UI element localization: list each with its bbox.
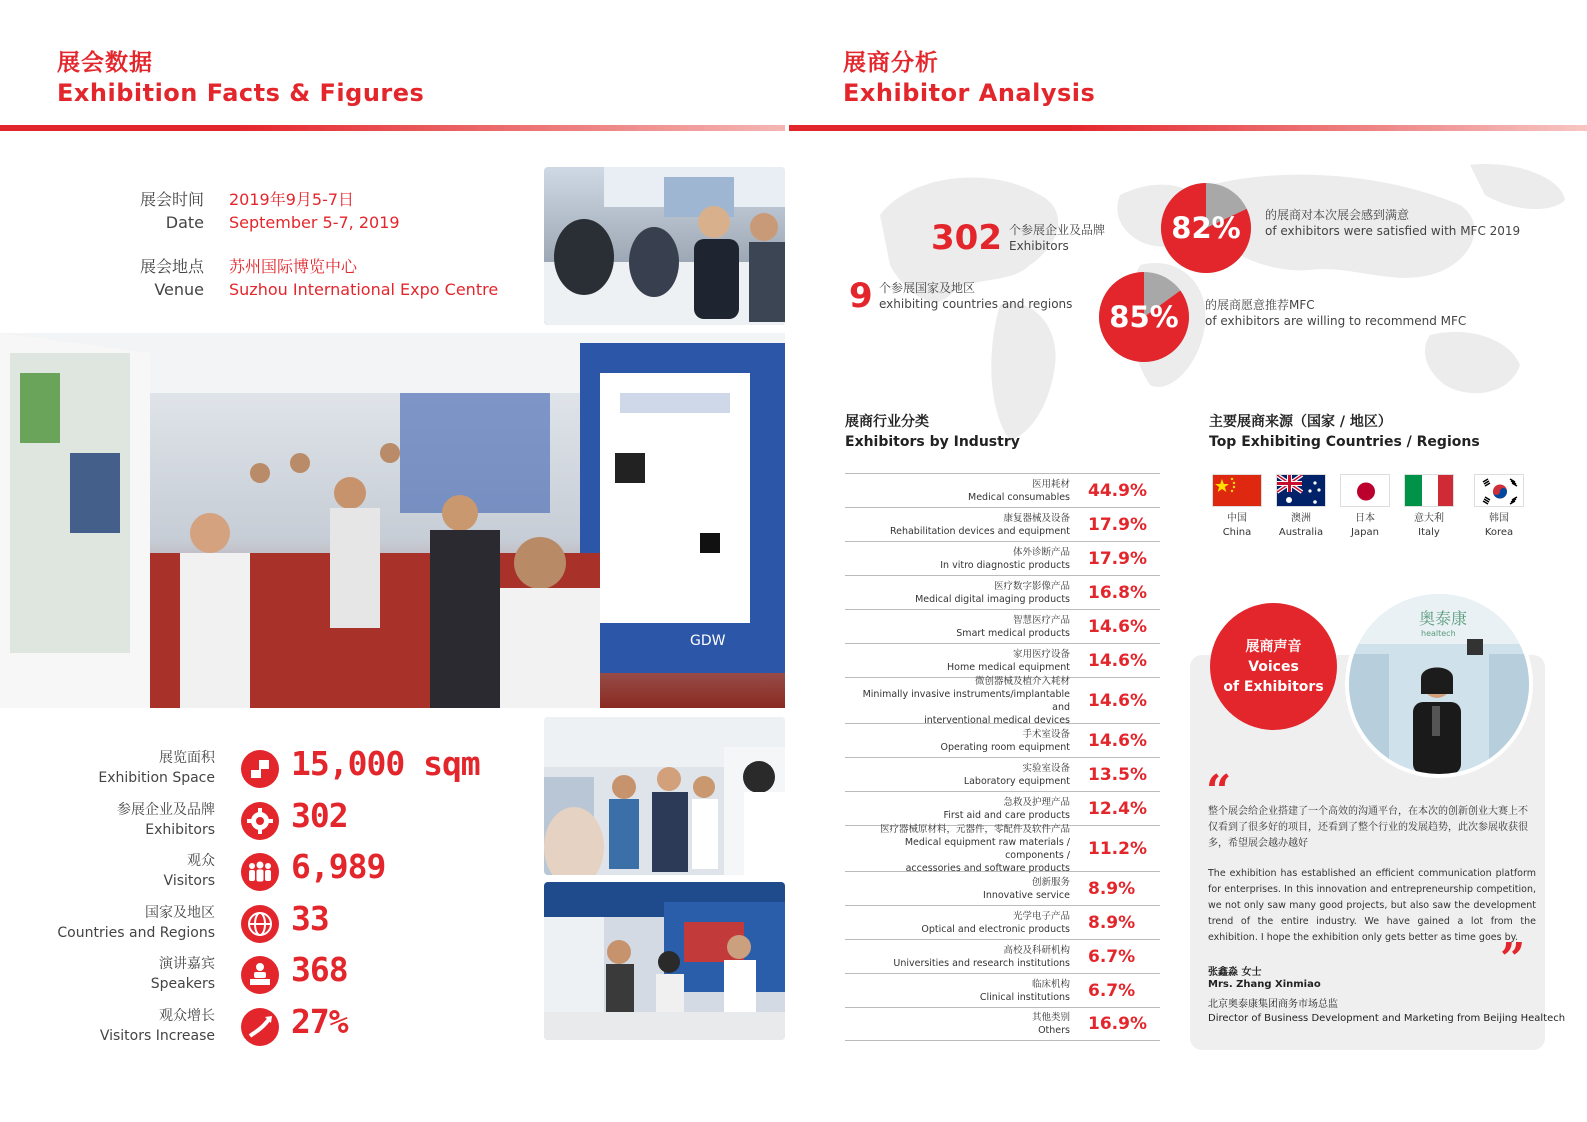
industry-label — [845, 1011, 1088, 1037]
recommend-en: of exhibitors are willing to recommend MFC — [1205, 314, 1467, 328]
stat-value: 302 — [291, 796, 348, 835]
voices-badge — [1210, 603, 1337, 730]
industry-label-cn: 微创器械及植介入耗材 — [974, 675, 1070, 687]
photo-booth-discussion — [544, 717, 785, 875]
country-label — [1271, 512, 1331, 540]
industry-row — [845, 791, 1160, 825]
stat-label-cn: 观众 — [187, 853, 215, 869]
stat-value: 33 — [291, 899, 329, 938]
industry-label — [845, 478, 1088, 504]
industry-label — [845, 512, 1088, 538]
industry-label-en: Optical and electronic products — [921, 923, 1070, 935]
industry-row — [845, 473, 1160, 507]
industry-label-en: Laboratory equipment — [963, 775, 1070, 787]
industry-label-cn: 体外诊断产品 — [1012, 546, 1070, 558]
exhibitors-cn: 个参展企业及品牌 — [1009, 223, 1106, 237]
stat-label-cn: 国家及地区 — [145, 905, 215, 921]
country-label-cn: 澳洲 — [1291, 513, 1311, 524]
industry-label-cn: 医疗器械原材料，元器件，零配件及软件产品 — [879, 823, 1070, 835]
exhibitors-en: Exhibitors — [1009, 239, 1069, 253]
industry-value: 14.6% — [1088, 730, 1147, 751]
industry-row — [845, 757, 1160, 791]
korea-flag-icon — [1474, 474, 1524, 507]
industry-label-en: Medical equipment raw materials / components / — [904, 836, 1070, 861]
stat-label — [117, 800, 215, 840]
italy-flag-icon — [1404, 474, 1454, 507]
country-label-cn: 韩国 — [1489, 513, 1509, 524]
industry-label — [845, 796, 1088, 822]
countries-en: exhibiting countries and regions — [879, 297, 1073, 311]
industry-label-en: Operating room equipment — [940, 741, 1070, 753]
industry-label-cn: 其他类别 — [1031, 1012, 1070, 1023]
industry-label-en: Universities and research institutions — [893, 957, 1070, 969]
industry-value: 44.9% — [1088, 480, 1147, 501]
industry-value: 13.5% — [1088, 764, 1147, 785]
countries-title-cn: 主要展商来源（国家 / 地区） — [1209, 414, 1392, 430]
booth-sign-en: healtech — [1421, 629, 1456, 638]
voice-org-cn: 北京奥泰康集团商务市场总监 — [1208, 999, 1338, 1010]
booth-sign-text: GDW — [690, 633, 726, 649]
industry-row — [845, 871, 1160, 905]
voice-name-cn: 张鑫淼 女士 — [1208, 967, 1262, 978]
industry-row — [845, 939, 1160, 973]
industry-value: 17.9% — [1088, 514, 1147, 535]
industry-value: 6.7% — [1088, 980, 1136, 1001]
voice-quote-en: The exhibition has established an efficient communication platform for enterprises. In this innovation and entrepreneurship competition, we not only saw many good projects, but also saw the development trend of the entire industry. We have gained a lot from the exhibition. I hope the exhibition only gets better as time goes by. — [1208, 868, 1536, 943]
industry-value: 6.7% — [1088, 946, 1136, 967]
satisfied-pie — [1161, 183, 1251, 273]
stat-label-en: Speakers — [150, 976, 215, 992]
satisfied-cn: 的展商对本次展会感到满意 — [1265, 208, 1410, 222]
country-label — [1469, 512, 1529, 540]
industry-label — [845, 546, 1088, 572]
industry-label-en: Clinical institutions — [979, 991, 1070, 1003]
industry-label-en: Medical digital imaging products — [915, 593, 1070, 605]
stat-label-en: Visitors — [163, 873, 215, 889]
industry-label — [845, 648, 1088, 674]
venue-label — [94, 255, 204, 301]
satisfied-pct: 82% — [1171, 211, 1241, 245]
industry-label — [845, 823, 1088, 875]
photo-visitors-at-desk — [544, 167, 785, 325]
date-label — [94, 188, 204, 234]
industry-table — [845, 473, 1160, 1041]
industry-label-cn: 医疗数字影像产品 — [993, 580, 1070, 592]
recommend-pie — [1099, 272, 1189, 362]
voice-quote-cn: 整个展会给企业搭建了一个高效的沟通平台，在本次的创新创业大赛上不仅看到了很多好的项目，还看到了整个行业的发展趋势，此次参展收获很多，希望展会越办越好 — [1208, 806, 1528, 849]
speaker-icon — [241, 956, 279, 994]
industry-label — [845, 910, 1088, 936]
people-icon — [241, 853, 279, 891]
close-quote-icon: ” — [1500, 934, 1526, 985]
industry-label-cn: 光学电子产品 — [1012, 910, 1070, 922]
photo-exhibition-hall — [0, 333, 785, 708]
industry-value: 16.8% — [1088, 582, 1147, 603]
industry-label — [845, 675, 1088, 727]
industry-label-en: Rehabilitation devices and equipment — [889, 525, 1070, 537]
industry-label-cn: 临床机构 — [1031, 978, 1070, 990]
industry-label-cn: 实验室设备 — [1022, 762, 1070, 774]
booth-sign-cn: 奥泰康 — [1419, 609, 1468, 628]
stat-value: 368 — [291, 950, 348, 989]
stat-value: 15,000 sqm — [291, 744, 480, 783]
globe-icon — [241, 905, 279, 943]
stat-label-cn: 展览面积 — [159, 750, 215, 766]
industry-label-cn: 创新服务 — [1031, 876, 1070, 888]
stat-label-en: Visitors Increase — [99, 1028, 215, 1044]
country-label-en: Japan — [1351, 527, 1379, 538]
venue-cn: 苏州国际博览中心 — [229, 257, 358, 276]
country-label — [1207, 512, 1267, 540]
country-label-en: Korea — [1484, 527, 1514, 538]
industry-row — [845, 973, 1160, 1007]
stat-value: 27% — [291, 1002, 348, 1041]
stat-label-cn: 演讲嘉宾 — [159, 956, 215, 972]
industry-label — [845, 728, 1088, 754]
industry-row — [845, 507, 1160, 541]
country-label — [1399, 512, 1459, 540]
industry-row — [845, 675, 1160, 726]
voices-title-en-2: of Exhibitors — [1223, 678, 1324, 695]
industry-row — [845, 723, 1160, 757]
industry-label-en: Innovative service — [983, 889, 1070, 901]
industry-title-cn: 展商行业分类 — [845, 414, 929, 430]
exhibitor-portrait — [1345, 590, 1533, 778]
industry-label — [845, 876, 1088, 902]
voice-name-en: Mrs. Zhang Xinmiao — [1208, 979, 1321, 990]
left-title-en: Exhibition Facts & Figures — [57, 79, 425, 107]
venue-en: Suzhou International Expo Centre — [229, 280, 499, 299]
industry-label-en-2: accessories and software products — [905, 862, 1070, 874]
industry-value: 12.4% — [1088, 798, 1147, 819]
industry-value: 14.6% — [1088, 650, 1147, 671]
floorplan-icon — [241, 750, 279, 788]
voices-title-en-1: Voices — [1248, 658, 1299, 675]
exhibitors-count: 302 — [931, 218, 1002, 258]
industry-value: 8.9% — [1088, 912, 1136, 933]
industry-row — [845, 643, 1160, 677]
industry-label-cn: 智慧医疗产品 — [1012, 614, 1070, 626]
venue-label-en: Venue — [154, 280, 204, 299]
left-header-bar — [0, 125, 785, 131]
gear-icon — [241, 802, 279, 840]
date-cn: 2019年9月5-7日 — [229, 190, 355, 209]
growth-icon — [241, 1008, 279, 1046]
countries-cn: 个参展国家及地区 — [879, 281, 976, 295]
industry-label-cn: 手术室设备 — [1022, 728, 1070, 740]
right-header-bar — [789, 125, 1587, 131]
industry-row — [845, 823, 1160, 874]
venue-label-cn: 展会地点 — [139, 257, 204, 276]
venue-value — [229, 255, 498, 301]
industry-label — [845, 580, 1088, 606]
industry-label-cn: 医用耗材 — [1031, 478, 1070, 490]
industry-row — [845, 609, 1160, 643]
recommend-cn: 的展商愿意推荐MFC — [1205, 298, 1315, 312]
stat-label — [57, 903, 215, 943]
country-label-cn: 意大利 — [1414, 513, 1444, 524]
industry-label-en: Home medical equipment — [947, 661, 1070, 673]
stat-label — [164, 851, 215, 891]
industry-label-en: First aid and care products — [943, 809, 1070, 821]
industry-label — [845, 944, 1088, 970]
industry-label-en: Medical consumables — [968, 491, 1070, 503]
right-title-en: Exhibitor Analysis — [843, 79, 1096, 107]
industry-label-cn: 高校及科研机构 — [1003, 944, 1070, 956]
industry-value: 14.6% — [1088, 690, 1147, 711]
date-label-en: Date — [165, 213, 204, 232]
china-flag-icon — [1212, 474, 1262, 507]
right-title-cn: 展商分析 — [843, 50, 939, 76]
country-label-cn: 中国 — [1227, 513, 1247, 524]
recommend-pct: 85% — [1109, 300, 1179, 334]
industry-label-cn: 康复器械及设备 — [1003, 512, 1070, 524]
open-quote-icon: “ — [1206, 766, 1232, 817]
stat-label — [98, 748, 215, 788]
stat-label-cn: 参展企业及品牌 — [117, 802, 215, 818]
industry-row — [845, 1007, 1160, 1041]
industry-row — [845, 575, 1160, 609]
countries-count: 9 — [849, 276, 873, 316]
industry-label — [845, 978, 1088, 1004]
photo-vr-demo — [544, 882, 785, 1040]
industry-value: 17.9% — [1088, 548, 1147, 569]
industry-title-en: Exhibitors by Industry — [845, 434, 1020, 450]
country-label-en: Australia — [1278, 527, 1324, 538]
date-en: September 5-7, 2019 — [229, 213, 400, 232]
satisfied-en: of exhibitors were satisfied with MFC 2019 — [1265, 224, 1521, 238]
country-label-en: Italy — [1418, 527, 1440, 538]
stat-label-en: Exhibitors — [145, 822, 215, 838]
industry-value: 14.6% — [1088, 616, 1147, 637]
countries-title-en: Top Exhibiting Countries / Regions — [1209, 434, 1480, 450]
country-label — [1335, 512, 1395, 540]
industry-label-cn: 家用医疗设备 — [1012, 648, 1070, 660]
industry-label-en: In vitro diagnostic products — [940, 559, 1070, 571]
stat-label-en: Exhibition Space — [98, 770, 215, 786]
stat-label-en: Countries and Regions — [57, 925, 215, 941]
industry-label — [845, 762, 1088, 788]
stat-label — [100, 1006, 215, 1046]
australia-flag-icon — [1276, 474, 1326, 507]
date-label-cn: 展会时间 — [139, 190, 204, 209]
left-title-cn: 展会数据 — [57, 50, 153, 76]
industry-label — [845, 614, 1088, 640]
voice-org-en: Director of Business Development and Marketing from Beijing Healtech — [1208, 1013, 1566, 1024]
industry-label-en: Others — [1038, 1025, 1070, 1036]
industry-value: 8.9% — [1088, 878, 1136, 899]
industry-label-en: Minimally invasive instruments/implantable and — [862, 688, 1070, 713]
stat-label-cn: 观众增长 — [159, 1008, 215, 1024]
country-label-en: China — [1222, 527, 1252, 538]
industry-label-cn: 急救及护理产品 — [1003, 796, 1070, 808]
industry-label-en: Smart medical products — [956, 627, 1070, 639]
industry-value: 16.9% — [1088, 1014, 1147, 1034]
voices-title-cn: 展商声音 — [1245, 638, 1302, 655]
industry-row — [845, 541, 1160, 575]
industry-value: 11.2% — [1088, 838, 1147, 859]
industry-row — [845, 905, 1160, 939]
industry-label-en-2: interventional medical devices — [924, 714, 1070, 726]
country-label-cn: 日本 — [1355, 513, 1375, 524]
stat-label — [151, 954, 215, 994]
date-value — [229, 188, 400, 234]
stat-value: 6,989 — [291, 847, 386, 886]
japan-flag-icon — [1340, 474, 1390, 507]
